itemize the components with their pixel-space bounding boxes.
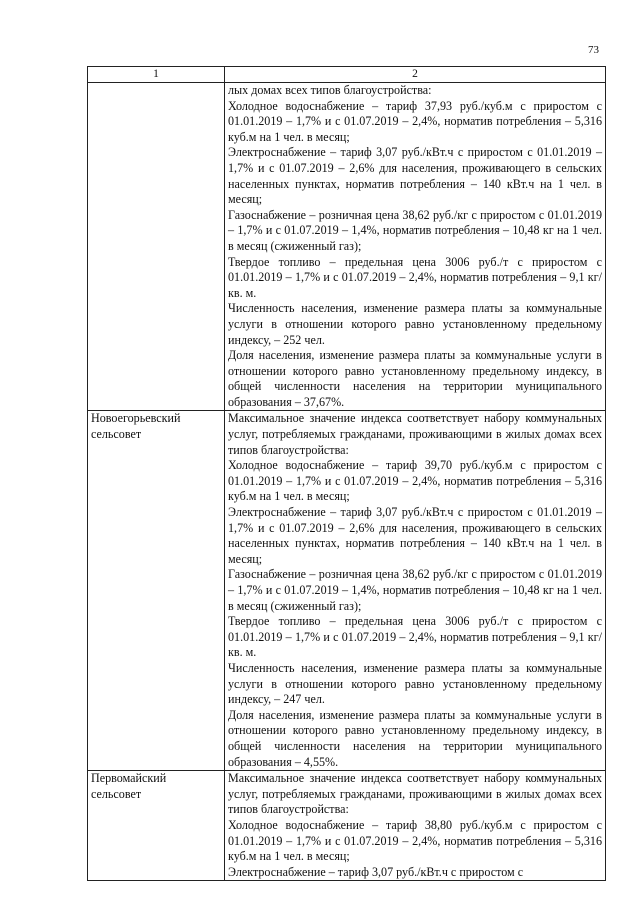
description-paragraph: Холодное водоснабжение – тариф 39,70 руб./куб.м с приростом с 01.01.2019 – 1,7% и с 01.07.2019 – 2,4%, норматив потребления – 5,316 куб.м на 1 чел. в месяц; [228,458,602,504]
description-cell [225,411,606,771]
description-paragraph: Максимальное значение индекса соответствует набору коммунальных услуг, потребляемых гражданами, проживающими в жилых домах всех типов благоустройства: [228,411,602,457]
description-paragraph: лых домах всех типов благоустройства: [228,83,432,97]
document-table [87,66,606,881]
table-row [88,771,606,881]
municipality-name-line: Новоегорьевский [91,411,181,426]
description-cell [225,771,606,881]
description-paragraph: Газоснабжение – розничная цена 38,62 руб./кг с приростом с 01.01.2019 – 1,7% и с 01.07.2019 – 1,4%, норматив потребления – 10,48 кг на 1 чел. в месяц (сжиженный газ); [228,207,602,253]
municipality-name-line: сельсовет [91,427,142,442]
description-paragraph: Холодное водоснабжение – тариф 38,80 руб./куб.м с приростом с 01.01.2019 – 1,7% и с 01.07.2019 – 2,4%, норматив потребления – 5,316 куб.м на 1 чел. в месяц; [228,817,602,864]
description-paragraph: Твердое топливо – предельная цена 3006 руб./т с приростом с 01.01.2019 – 1,7% и с 01.07.2019 – 2,4%, норматив потребления – 9,1 кг/кв. м. [228,254,602,300]
description-paragraph: Электроснабжение – тариф 3,07 руб./кВт.ч с приростом с 01.01.2019 – 1,7% и с 01.07.2019 – 2,6% для населения, проживающего в сельских населенных пунктах, норматив потребления – 140 кВт.ч на 1 чел. в месяц; [228,145,602,207]
description-paragraph: Газоснабжение – розничная цена 38,62 руб./кг с приростом с 01.01.2019 – 1,7% и с 01.07.2019 – 1,4%, норматив потребления – 10,48 кг на 1 чел. в месяц (сжиженный газ); [228,567,602,613]
description-paragraph: Численность населения, изменение размера платы за коммунальные услуги в отношении которого равно установленному предельному индексу, – 247 чел. [228,660,602,707]
description-paragraph: Доля населения, изменение размера платы за коммунальные услуги в отношении которого равно установленному предельному индексу, в общей численности населения на территории муниципального образования – 4,55%. [228,707,602,769]
municipality-name-line: Первомайский [91,771,167,786]
column-header-2: 2 [225,67,606,83]
column-header-1: 1 [88,67,225,83]
description-paragraph: Электроснабжение – тариф 3,07 руб./кВт.ч с приростом с [228,864,524,879]
description-paragraph: Максимальное значение индекса соответствует набору коммунальных услуг, потребляемых гражданами, проживающими в жилых домах всех типов благоустройства: [228,771,602,817]
description-paragraph: Твердое топливо – предельная цена 3006 руб./т с приростом с 01.01.2019 – 1,7% и с 01.07.2019 – 2,4%, норматив потребления – 9,1 кг/кв. м. [228,614,602,660]
municipality-cell [88,411,225,771]
page-number: 73 [588,44,599,56]
table-row [88,411,606,771]
table-row [88,83,606,411]
table-body [88,83,606,881]
description-cell [225,83,606,411]
municipality-name-line: сельсовет [91,786,142,801]
description-paragraph: Численность населения, изменение размера платы за коммунальные услуги в отношении которого равно установленному предельному индексу, – 252 чел. [228,301,602,347]
table-header-row [88,67,606,83]
municipality-cell [88,771,225,881]
description-paragraph: Доля населения, изменение размера платы за коммунальные услуги в отношении которого равно установленному предельному индексу, в общей численности населения на территории муниципального образования – 37,67%. [228,348,602,409]
description-paragraph: Холодное водоснабжение – тариф 37,93 руб./куб.м с приростом с 01.01.2019 – 1,7% и с 01.07.2019 – 2,4%, норматив потребления – 5,316 куб.м на 1 чел. в месяц; [228,98,602,144]
municipality-cell [88,83,225,411]
description-paragraph: Электроснабжение – тариф 3,07 руб./кВт.ч с приростом с 01.01.2019 – 1,7% и с 01.07.2019 – 2,6% для населения, проживающего в сельских населенных пунктах, норматив потребления – 140 кВт.ч на 1 чел. в месяц; [228,505,602,566]
